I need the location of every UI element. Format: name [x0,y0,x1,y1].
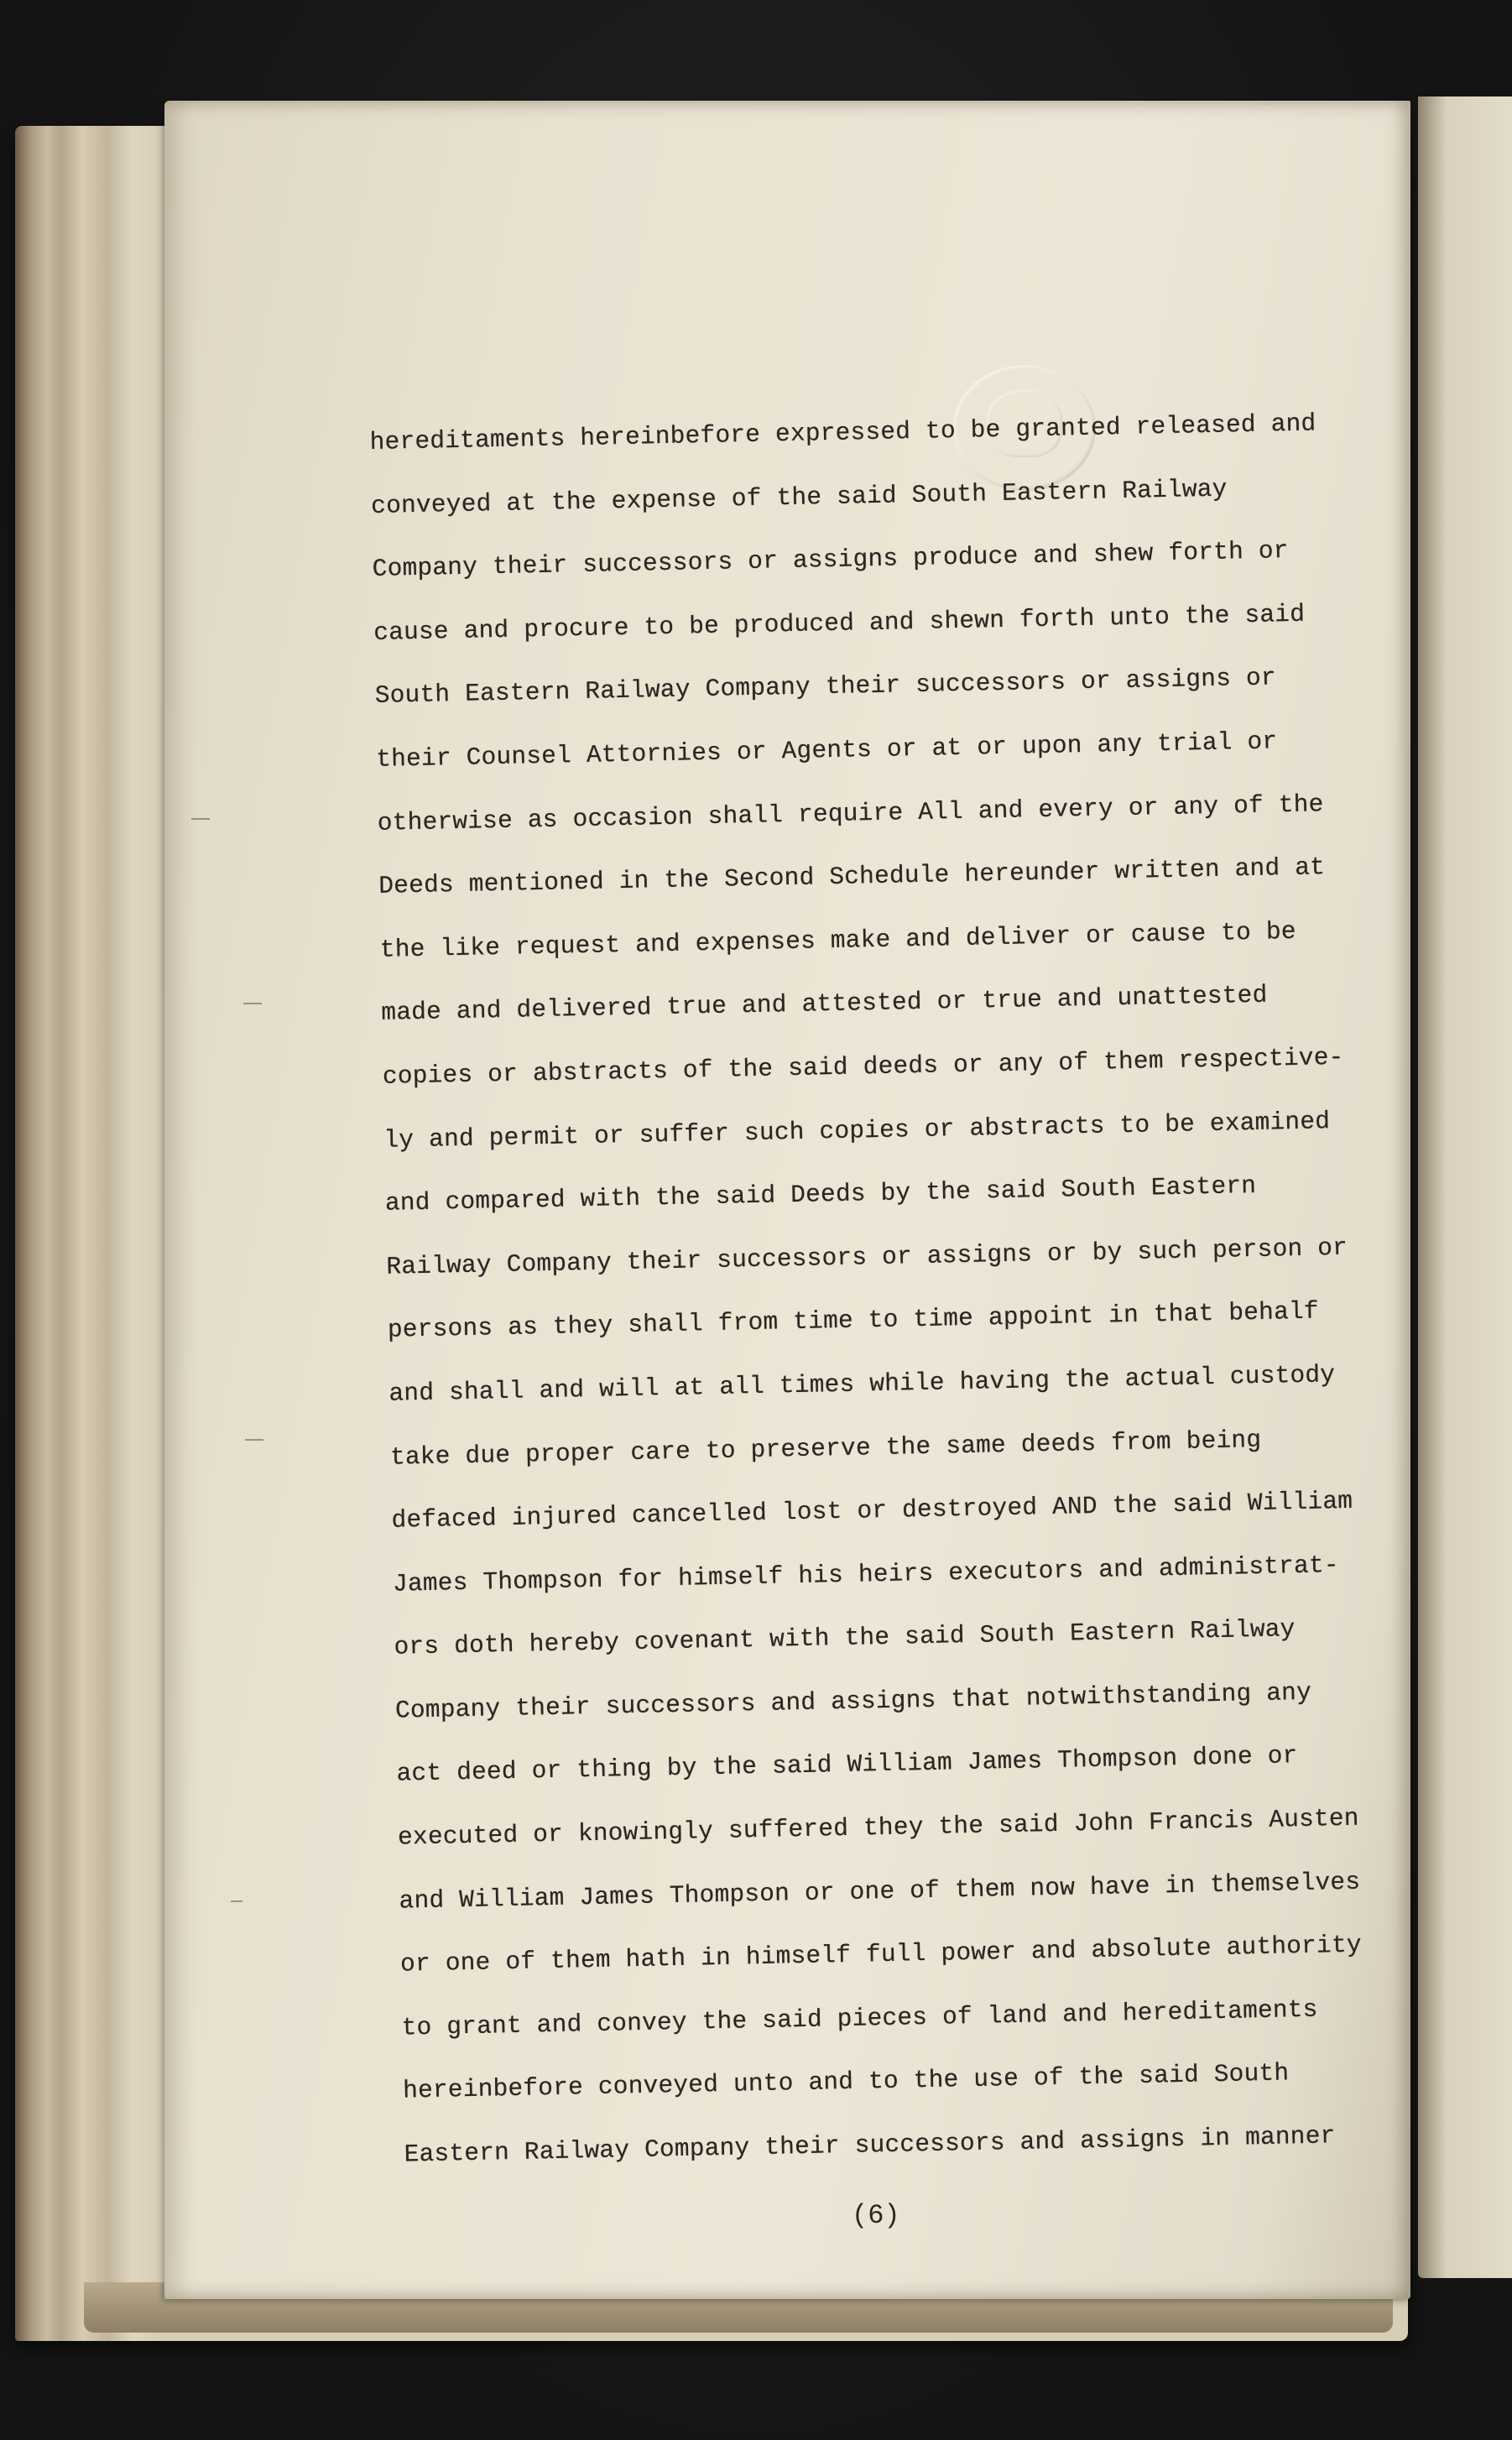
text-line: ly and permit or suffer such copies or abstracts to be examined [383,1106,1331,1155]
text-line: and compared with the said Deeds by the said South Eastern [384,1171,1257,1217]
margin-mark [243,1003,262,1004]
text-line: or one of them hath in himself full power and absolute authority [399,1930,1363,1979]
margin-mark [191,818,210,820]
text-line: ors doth hereby covenant with the said South Eastern Railway [394,1614,1296,1661]
page-number: (6) [852,2200,900,2231]
text-line: Railway Company their successors or assigns or by such person or [386,1233,1348,1281]
text-line: conveyed at the expense of the said South Eastern Railway [370,474,1228,520]
text-line: executed or knowingly suffered they the said John Francis Austen [397,1803,1360,1852]
text-line: persons as they shall from time to time appoint in that behalf [387,1296,1320,1345]
text-line: to grant and convey the said pieces of land and hereditaments [401,1994,1318,2042]
text-line: Company their successors and assigns that notwithstanding any [394,1677,1312,1725]
text-line: the like request and expenses make and deliver or cause to be [379,916,1297,964]
margin-mark [245,1439,263,1441]
margin-mark [231,1900,242,1902]
text-line: Company their successors or assigns produce and shew forth or [372,536,1289,584]
text-line: copies or abstracts of the said deeds or any of them respective- [382,1042,1344,1091]
text-line: hereinbefore conveyed unto and to the use of the said South [402,2058,1290,2106]
text-line: Eastern Railway Company their successors and assigns in manner [404,2121,1336,2169]
typed-body-text [369,390,1453,2187]
text-line: otherwise as occasion shall require All and every or any of the [377,789,1324,837]
text-line: take due proper care to preserve the same deeds from being [389,1425,1262,1472]
text-line: and shall and will at all times while having the actual custody [388,1360,1336,1408]
text-line: and William James Thompson or one of them now have in themselves [399,1867,1361,1916]
text-line: made and delivered true and attested or true and unattested [381,981,1268,1028]
text-line: defaced injured cancelled lost or destroyed AND the said William [391,1486,1353,1535]
text-line: their Counsel Attornies or Agents or at or upon any trial or [375,727,1278,774]
text-line: hereditaments hereinbefore expressed to be granted released and [369,409,1316,456]
text-line: Deeds mentioned in the Second Schedule hereunder written and at [378,852,1326,901]
text-line: South Eastern Railway Company their successors or assigns or [374,663,1277,711]
text-line: act deed or thing by the said William James Thompson done or [396,1741,1298,1789]
text-line: James Thompson for himself his heirs executors and administrat- [392,1550,1340,1598]
text-line: cause and procure to be produced and shewn forth unto the said [373,599,1306,647]
